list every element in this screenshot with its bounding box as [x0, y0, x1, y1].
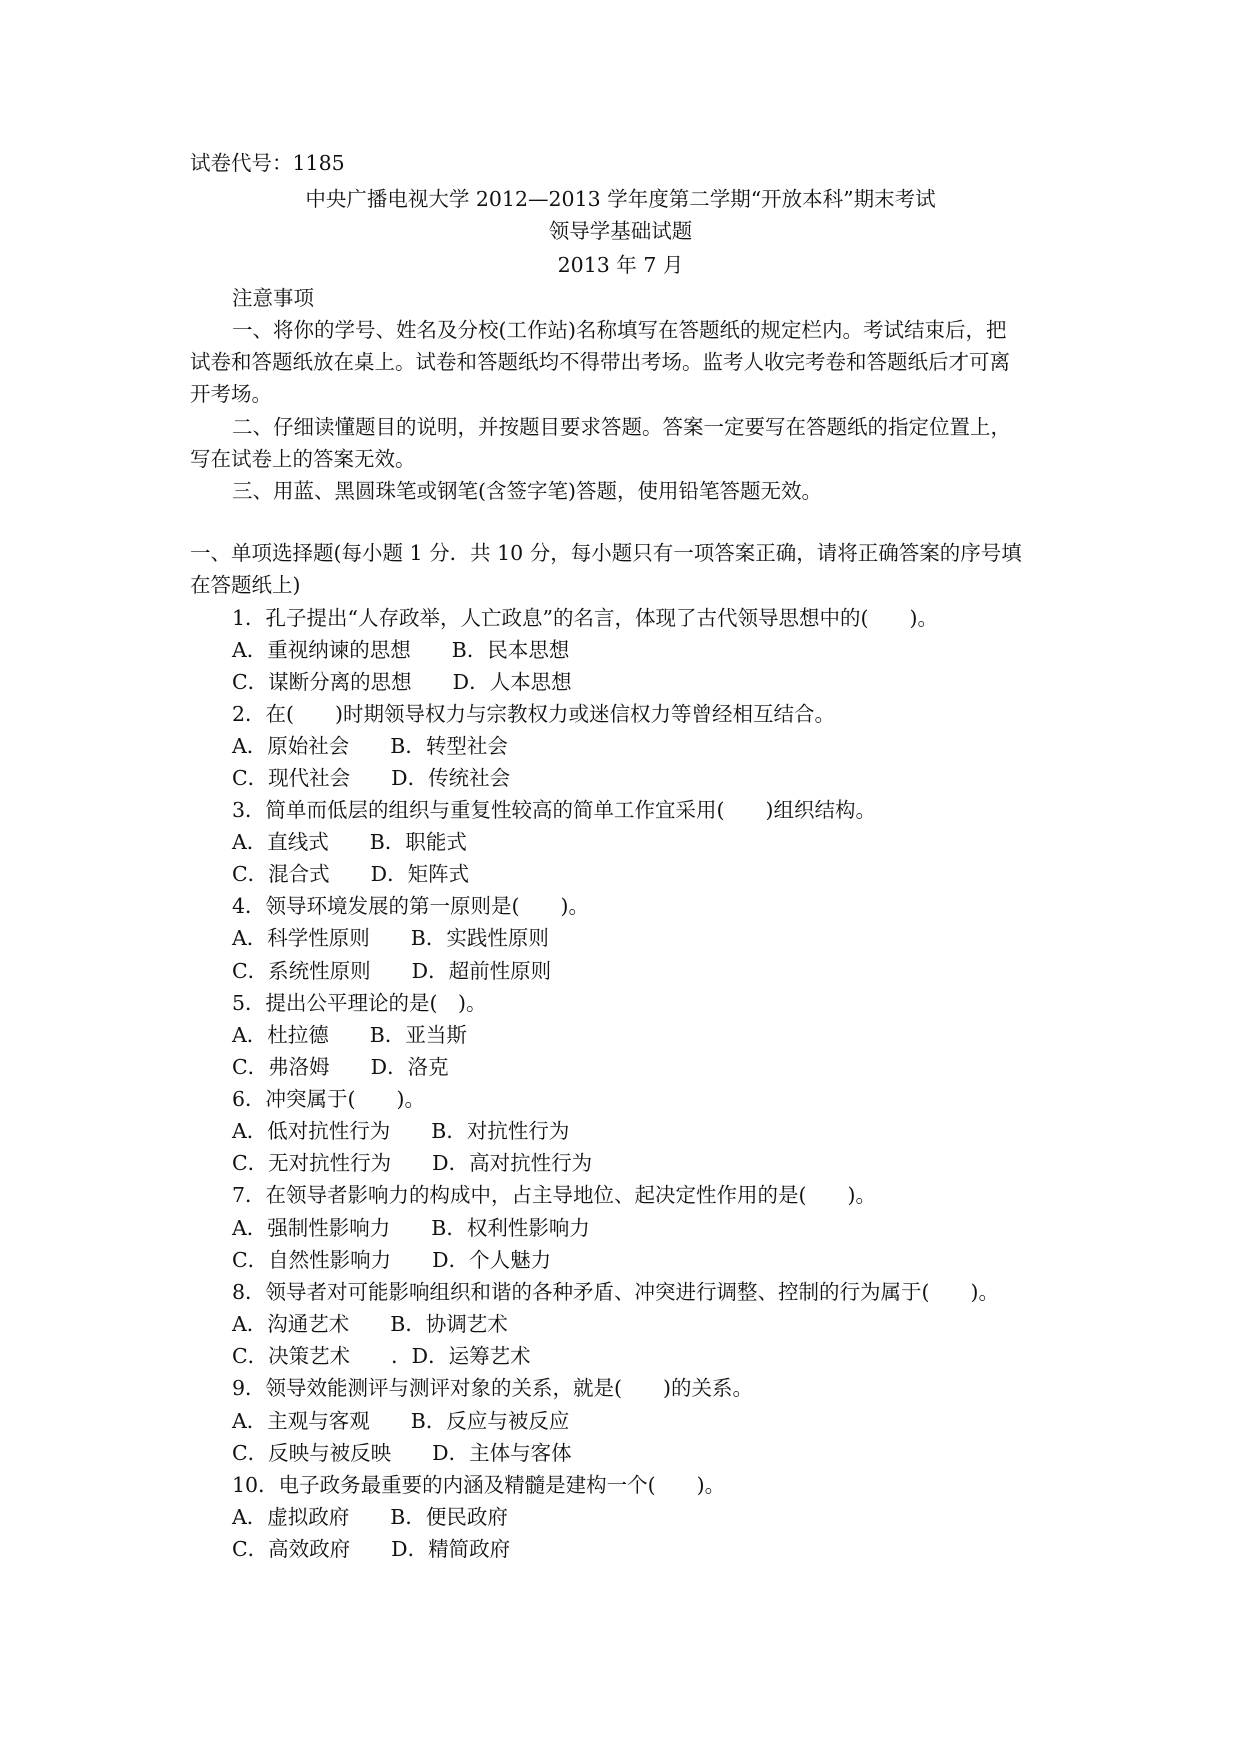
question-options: A．虚拟政府 B．便民政府 [232, 1505, 508, 1529]
question-options: C．谋断分离的思想 D．人本思想 [232, 670, 572, 694]
question-stem: 10．电子政务最重要的内涵及精髓是建构一个( )。 [232, 1473, 726, 1497]
question-stem: 9．领导效能测评与测评对象的关系，就是( )的关系。 [232, 1376, 754, 1400]
question-options: A．强制性影响力 B．权利性影响力 [232, 1216, 590, 1240]
question-options: C．决策艺术 ．D．运筹艺术 [232, 1344, 531, 1368]
question-stem: 6．冲突属于( )。 [232, 1087, 426, 1111]
paper-code: 试卷代号：1185 [190, 151, 345, 175]
question-options: A．直线式 B．职能式 [232, 830, 467, 854]
question-options: A．重视纳谏的思想 B．民本思想 [232, 638, 570, 662]
question-options: A．科学性原则 B．实践性原则 [232, 926, 549, 950]
question-options: C．现代社会 D．传统社会 [232, 766, 511, 790]
question-stem: 5．提出公平理论的是( )。 [232, 991, 487, 1015]
question-options: A．低对抗性行为 B．对抗性行为 [232, 1119, 570, 1143]
question-options: A．杜拉德 B．亚当斯 [232, 1023, 467, 1047]
notice-line: 二、仔细读懂题目的说明，并按题目要求答题。答案一定要写在答题纸的指定位置上， [232, 415, 1011, 439]
question-options: C．混合式 D．矩阵式 [232, 862, 470, 886]
section-heading: 一、单项选择题(每小题 1 分．共 10 分，每小题只有一项答案正确，请将正确答案的序号填 [190, 541, 1022, 565]
exam-date: 2013 年 7 月 [557, 253, 684, 277]
university-title: 中央广播电视大学 2012—2013 学年度第二学期“开放本科”期末考试 [305, 187, 936, 211]
notice-line: 一、将你的学号、姓名及分校(工作站)名称填写在答题纸的规定栏内。考试结束后，把 [232, 318, 1007, 342]
question-options: C．高效政府 D．精简政府 [232, 1537, 511, 1561]
section-heading: 在答题纸上) [190, 573, 301, 597]
notice-line: 试卷和答题纸放在桌上。试卷和答题纸均不得带出考场。监考人收完考卷和答题纸后才可离 [190, 350, 1010, 374]
notice-line: 写在试卷上的答案无效。 [190, 447, 416, 471]
question-options: A．主观与客观 B．反应与被反应 [232, 1409, 570, 1433]
question-options: C．无对抗性行为 D．高对抗性行为 [232, 1151, 593, 1175]
question-options: A．原始社会 B．转型社会 [232, 734, 508, 758]
subject-title: 领导学基础试题 [548, 219, 693, 243]
question-stem: 8．领导者对可能影响组织和谐的各种矛盾、冲突进行调整、控制的行为属于( )。 [232, 1280, 1000, 1304]
question-stem: 3．简单而低层的组织与重复性较高的简单工作宜采用( )组织结构。 [232, 798, 877, 822]
question-stem: 7．在领导者影响力的构成中，占主导地位、起决定性作用的是( )。 [232, 1183, 877, 1207]
question-options: C．自然性影响力 D．个人魅力 [232, 1248, 552, 1272]
question-options: C．弗洛姆 D．洛克 [232, 1055, 449, 1079]
question-options: C．系统性原则 D．超前性原则 [232, 959, 552, 983]
notice-line: 三、用蓝、黑圆珠笔或钢笔(含签字笔)答题，使用铅笔答题无效。 [232, 479, 822, 503]
question-options: A．沟通艺术 B．协调艺术 [232, 1312, 508, 1336]
question-stem: 2．在( )时期领导权力与宗教权力或迷信权力等曾经相互结合。 [232, 702, 836, 726]
question-stem: 4．领导环境发展的第一原则是( )。 [232, 894, 590, 918]
question-stem: 1．孔子提出“人存政举，人亡政息”的名言，体现了古代领导思想中的( )。 [232, 606, 938, 630]
question-options: C．反映与被反映 D．主体与客体 [232, 1441, 572, 1465]
notice-line: 开考场。 [190, 382, 272, 406]
notice-heading: 注意事项 [232, 286, 314, 310]
